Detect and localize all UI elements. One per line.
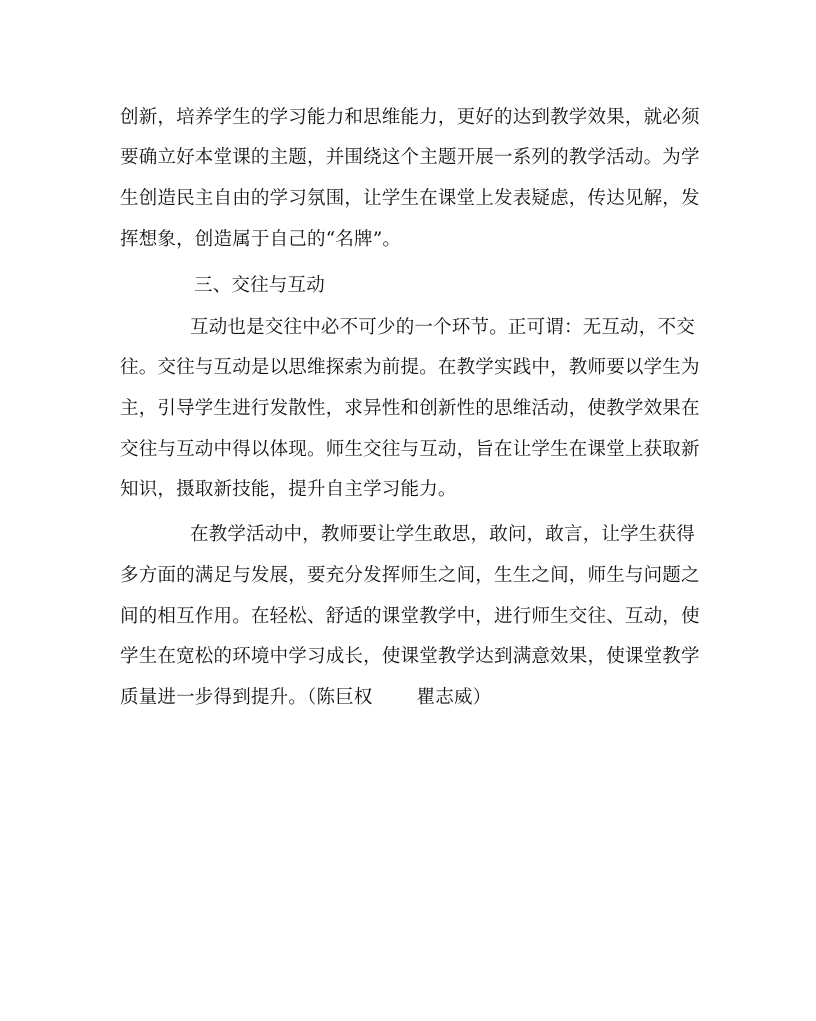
paragraph-line: 创新，培养学生的学习能力和思维能力，更好的达到教学效果，就必须 [120, 107, 700, 128]
paragraph-line: 在教学活动中，教师要让学生敢思，敢问，敢言，让学生获得 [190, 524, 695, 545]
paragraph-line: 生创造民主自由的学习氛围，让学生在课堂上发表疑虑，传达见解，发 [120, 188, 700, 209]
paragraph-line: 学生在宽松的环境中学习成长，使课堂教学达到满意效果，使课堂教学 [120, 646, 700, 667]
paragraph-line: 多方面的满足与发展，要充分发挥师生之间，生生之间，师生与问题之 [120, 565, 700, 586]
paragraph-line: 互动也是交往中必不可少的一个环节。正可谓：无互动，不交 [190, 317, 695, 338]
paragraph-line: 要确立好本堂课的主题，并围绕这个主题开展一系列的教学活动。为学 [120, 147, 700, 168]
paragraph-last-line [120, 686, 700, 710]
paragraph-last-line-text: 质量进一步得到提升。（陈巨权 [120, 687, 373, 708]
paragraph-line: 挥想象，创造属于自己的“名牌”。 [120, 229, 402, 250]
paragraph-line: 间的相互作用。在轻松、舒适的课堂教学中，进行师生交往、互动，使 [120, 606, 700, 627]
author-name: 瞿志威） [416, 687, 492, 708]
paragraph-line: 主，引导学生进行发散性，求异性和创新性的思维活动，使教学效果在 [120, 398, 700, 419]
paragraph-line: 往。交往与互动是以思维探索为前提。在教学实践中，教师要以学生为 [120, 357, 700, 378]
section-heading: 三、交往与互动 [194, 275, 325, 296]
paragraph-line: 交往与互动中得以体现。师生交往与互动，旨在让学生在课堂上获取新 [120, 439, 700, 460]
paragraph-line: 知识，摄取新技能，提升自主学习能力。 [120, 479, 457, 500]
